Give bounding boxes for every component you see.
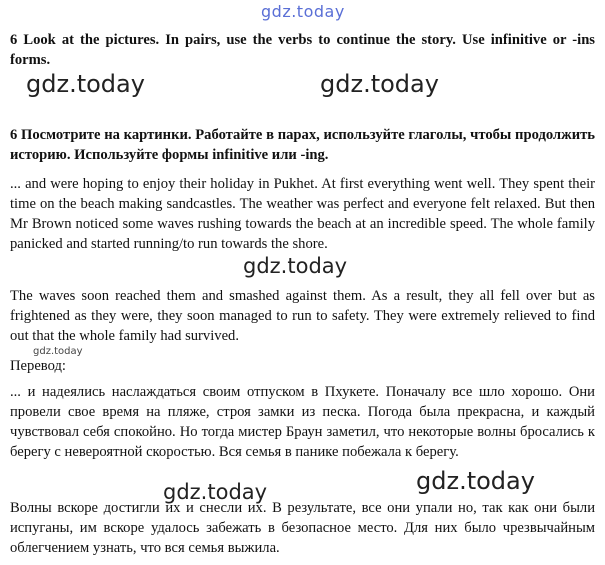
watermark-lower-left: gdz.today — [163, 480, 268, 504]
answer-paragraph-1: ... and were hoping to enjoy their holiday in Pukhet. At first everything went well. They spent their time on the beach making sandcastles. The weather was perfect and everyone felt relaxed. But then Mr Brown noticed some waves rushing towards the beach at an incredible speed. The whole family panicked and started running/to run towards the shore. — [10, 176, 595, 252]
watermark-mid: gdz.today — [243, 254, 348, 278]
translation-label: Перевод: — [10, 358, 66, 374]
answer-paragraph-2: The waves soon reached them and smashed against them. As a result, they all fell over but as frightened as they were, they soon managed to run to safety. They were extremely relieved to find out that the whole family had survived. — [10, 288, 595, 344]
watermark-lower-right: gdz.today — [416, 467, 535, 495]
watermark-small: gdz.today — [33, 346, 83, 357]
watermark-right: gdz.today — [320, 70, 439, 98]
task-russian: 6 Посмотрите на картинки. Работайте в парах, используйте глаголы, чтобы продолжить историю. Используйте формы infinitive или -ing. — [10, 127, 595, 163]
watermark-top: gdz.today — [261, 2, 345, 21]
task-english: 6 Look at the pictures. In pairs, use the verbs to continue the story. Use infinitive or -ins forms. — [10, 32, 595, 68]
translation-paragraph-1: ... и надеялись наслаждаться своим отпуском в Пхукете. Поначалу все шло хорошо. Они провели свое время на пляже, строя замки из песка. Погода была прекрасна, и каждый чувствовал себя спокойно. Но тогда мистер Браун заметил, что некоторые волны бросались к берегу с невероятной скоростью. Вся семья в панике побежала к берегу. — [10, 384, 595, 460]
translation-paragraph-2: Волны вскоре достигли их и снесли их. В результате, все они упали но, так как они были испуганы, им вскоре удалось забежать в безопасное место. Для них было чрезвычайным облегчением узнать, что вся семья выжила. — [10, 500, 595, 556]
watermark-left: gdz.today — [26, 70, 145, 98]
